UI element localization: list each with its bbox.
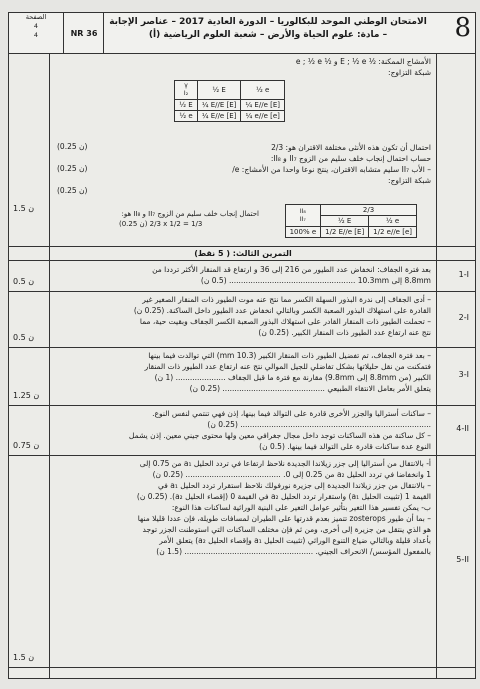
answer-line: يتعلق الأمر بعامل الانتقاء الطبيعي ........................................... (0.25 ن) [189, 384, 431, 393]
probability-line-1: احتمال أن تكون هذه الأنثى مختلفة الاقتران هو: 2/3 [271, 143, 431, 152]
answer-line: 8.8mm إلى 10.3mm ..................................................... (0.5 ن) [200, 276, 431, 285]
cross-table-1-cell: ½ e [175, 111, 197, 122]
probability-line-3: – الأب II₇ سليم متشابه الاقتران، ينتج نوعا واحدا من الأمشاج: e/ [232, 165, 431, 174]
answer-line: القادرة على استهلاك البذور الصعبة الكسر وبالتالي انخفاض عدد الطيور داخل الساكنة. (0.25 ن) [133, 306, 431, 315]
question-score: 0.5 ن [13, 277, 35, 286]
answer-line: – بعد فترة الجفاف، تم تفضيل الطيور ذات المنقار الكبير (10.3 mm) التي توالدت فيما بينها [148, 351, 431, 360]
answer-line: نتج عنه ارتفاع عدد الطيور ذات المنقار الكبير. (0.25 ن) [258, 328, 431, 337]
cross-table-2-cell: 1/2 E//e [E] [321, 227, 369, 238]
cross-table-1-col: ½ e [241, 81, 285, 100]
probability-line-1-score: (0.25 ن) [57, 142, 88, 151]
question-score: 0.75 ن [13, 441, 40, 450]
answer-line: فتمكنت من نقل حليلاتها بشكل تفاضلي للجيل الموالي نتج عنه ارتفاع عدد الطيور ذات المنقار [144, 362, 431, 371]
answer-line: – كل ساكنة من هذه الساكنات توجد داخل مجال جغرافي معين ولها محتوى جيني معين. إذن يشمل [128, 431, 431, 440]
question-column [436, 54, 475, 678]
question-id: 1-I [458, 270, 469, 279]
header-title [109, 16, 427, 42]
cross-table-2-col: ½ e [369, 216, 417, 227]
gametes-line [51, 56, 431, 67]
gametes-label: الأمشاج الممكنة: [378, 57, 431, 66]
answer-line: ب- يمكن تفسير هذا التغير بتأثير عوامل التغير على البنية الوراثية لساكنات هذا النوع: [171, 503, 431, 512]
cross-table-1-col: ½ E [197, 81, 241, 100]
question-score: 1.5 ن [13, 653, 35, 662]
question-score: 1.25 ن [13, 391, 40, 400]
answer-line: بالمفعول المؤسس/ الانحراف الجيني. ...................................................... (1.5 ن) [156, 547, 431, 556]
cross-label: شبكة التزاوج: [388, 68, 431, 77]
cross-table-1-cell: ¼ E//E [E] [197, 100, 241, 111]
cross-table-1-cell: ½ E [175, 100, 197, 111]
answer-line: الكبير (من 8.8mm إلى 9.8mm) مقارنة مع فترة ما قبل الجفاف ..................... (1 ن) [154, 373, 431, 382]
answer-line: – تحملت الطيور ذات المنقار القادر على استهلاك البذور الصعبة الكسر الجفاف وبقيت حية، مما [139, 317, 431, 326]
answer-line: أ- بالانتقال من أستراليا إلى جزر زيلاندا الجديدة نلاحظ ارتفاعا في تردد الحليل a₁ من 0.75 إلى [139, 459, 431, 468]
cross-table-1-cell: ¼ E//e [E] [241, 100, 285, 111]
answer-line: – بما أن طيور zosterops تتميز بعدم قدرتها على الطيران لمسافات طويلة، فإن عددا قليلا منها [137, 514, 431, 523]
probability-line-3-score: (0.25 ن) [57, 164, 88, 173]
section-score: 1.5 ن [13, 204, 35, 213]
answer-line: – أدى الجفاف إلى ندرة البذور السهلة الكسر مما نتج عنه موت الطيور ذات المنقار الصغير غير [142, 295, 431, 304]
cross-table-2-head: 2/3 [321, 205, 417, 216]
page-header [8, 12, 476, 54]
cross-table-1-cell: ¼ E//e [E] [197, 111, 241, 122]
question-id: 2-I [458, 313, 469, 322]
page-total: 4 [33, 31, 39, 39]
cross-table-2-col: ½ E [321, 216, 369, 227]
answer-line: – ساكنات أستراليا والجزر الأخرى قادرة على التوالد فيما بينها، إذن فهي تنتمي لنفس النوع. [152, 409, 431, 418]
cross-table-1 [174, 80, 285, 122]
probability-line-5: احتمال إنجاب خلف سليم من الزوج II₇ و II₈ هو: (0.25 ن) 2/3 x 1/2 = 1/3 [119, 210, 259, 228]
answer-line: النوع عدة ساكنات قادرة على التوالد فيما بينها. (0.5 ن) [259, 442, 431, 451]
question-id: 3-I [458, 370, 469, 379]
cross-table-2 [285, 204, 417, 238]
probability-line-4-score: (0.25 ن) [57, 186, 88, 195]
probability-line-4: شبكة التزاوج: [388, 176, 431, 185]
header-title-line2: – مادة: علوم الحياة والأرض – شعبة العلوم الرياضية (أ) [148, 30, 388, 40]
answer-line: 1 وانخفاضا في تردد الحليل a₂ من 0.25 إلى 0. ........................................ (0.25 ن) [152, 470, 431, 479]
question-score: 0.5 ن [13, 333, 35, 342]
cross-table-2-corner: II₈ II₇ [285, 205, 321, 227]
page-counter [9, 13, 64, 53]
exercise-title: التمرين الثالث: ( 5 نقط) [194, 249, 292, 258]
page-number-big: 8 [454, 13, 471, 43]
question-id: 5-II [456, 555, 469, 564]
cross-table-2-cell: 1/2 e//e [e] [369, 227, 417, 238]
page-current: 4 [33, 22, 39, 30]
cross-table-2-cell: 100% e [285, 227, 321, 238]
exam-code: NR 36 [65, 13, 104, 53]
score-column [9, 54, 50, 678]
gametes-value: ½ E ; ½ e و ½ e ; ½ e [295, 57, 377, 66]
answer-line: بعد فترة الجفاف: انخفاض عدد الطيور من 216 إلى 36 و ارتفاع قد المنقار الأكثر ترددا من [152, 265, 431, 274]
question-id: 4-II [456, 424, 469, 433]
cross-table-1-cell: ¼ e//e [e] [241, 111, 285, 122]
answer-line: ................................................................................ (0.25 ن) [207, 420, 431, 429]
cross-table-1-corner: γ I₂ [175, 81, 197, 100]
answer-line: بأعداد قليلة وبالتالي ضياع التنوع الوراثي (تثبيت الحليل a₁ وإقصاء الحليل a₂) يتعلق الأمر [159, 536, 431, 545]
answer-line: – بالانتقال من جزر زيلاندا الجديدة إلى جزيرة نورفولك نلاحظ استقرار تردد الحليل a₁ في [158, 481, 431, 490]
header-title-line1: الامتحان الوطني الموحد للبكالوريا – الدورة العادية 2017 – عناصر الإجابة [109, 17, 427, 27]
answer-grid [8, 53, 476, 679]
page-label: الصفحة [25, 13, 47, 21]
answer-line: هو الذي ينتقل من جزيرة إلى أخرى، ومن ثم فإن مختلف الساكنات التي استوطنت الجزر توجد [142, 525, 431, 534]
answer-line: القيمة 1 (تثبيت الحليل a₁) واستقرار تردد الحليل a₂ في القيمة 0 (إقصاء الحليل a₂). (0.25 ن) [136, 492, 431, 501]
probability-line-2: حساب احتمال إنجاب خلف سليم من الزوج II₇ و II₈: [270, 154, 431, 163]
